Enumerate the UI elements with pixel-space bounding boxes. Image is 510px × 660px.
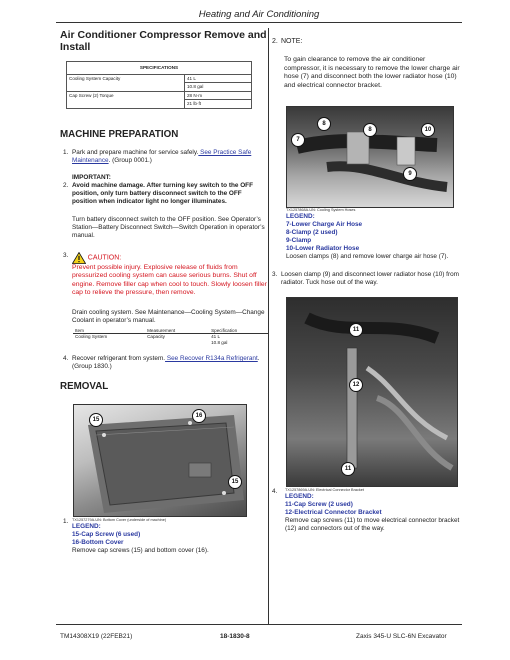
step-4-text: Remove cap screws (11) to move electrical connector bracket (12) and connectors out of the way. <box>285 517 460 533</box>
caution-triangle-icon <box>72 252 86 264</box>
practice-safe-maintenance-link[interactable]: See Practice Safe Maintenance <box>72 148 252 164</box>
caution-label: CAUTION: <box>87 254 122 262</box>
procedure-title: Air Conditioner Compressor Remove and Install <box>60 29 267 53</box>
drain-text: Drain cooling system. See Maintenance—Cooling System—Change Coolant in operator’s manual. <box>72 308 265 324</box>
page-header: Heating and Air Conditioning <box>198 9 320 20</box>
callout-15-top: 15 <box>89 413 103 427</box>
photo1-caption: TX1257868A-UN: Cooling System Hoses <box>286 208 356 213</box>
specifications-table <box>66 61 252 109</box>
capacity-table <box>73 328 269 346</box>
step-2: 2. Avoid machine damage. After turning key switch to the OFF position, only turn battery disconnect switch to the OFF position when indicator light no longer illuminates. <box>63 181 253 205</box>
footer-machine-model: Zaxis 345-U SLC-6N Excavator <box>356 633 447 640</box>
callout-11-top: 11 <box>349 323 363 337</box>
legend1-label: LEGEND: <box>286 213 315 221</box>
spec-heading: SPECIFICATIONS <box>67 62 252 75</box>
step-1: 1. Park and prepare machine for service safely. See Practice Safe Maintenance. (Group 0001.) <box>63 148 252 164</box>
connector-bracket-photo <box>286 297 458 487</box>
step-text: Remove cap screws (15) and bottom cover (16). <box>72 547 209 555</box>
table-row: Cap Screw (2) Torque 28 N·m <box>67 91 252 100</box>
photo2-caption: TX1257869A-UN: Electrical Connector Bracket <box>285 488 364 493</box>
bottom-cover-photo <box>73 404 247 517</box>
step-3: 3. Loosen clamp (9) and disconnect lower radiator hose (10) from radiator. Tuck hose out of the way. <box>272 271 459 287</box>
table-header-row: Item Measurement Specification <box>73 328 269 334</box>
note-text: To gain clearance to remove the air conditioner compressor, it is necessary to remove the lower charge air hose (7) and disconnect both the lower radiator hose (10) and electrical connector bracket. <box>284 56 460 89</box>
step-2-text: Loosen clamps (8) and remove lower charge air hose (7). <box>286 253 449 261</box>
table-row: Cooling System Capacity 41 L 10.8 gal <box>75 334 228 345</box>
step-3: 3. CAUTION: <box>63 252 267 264</box>
caution-text: Prevent possible injury. Explosive release of fluids from pressurized cooling system can cause serious burns. Shut off engine. Remove filler cap when cool to touch. Slowly loosen filler cap to relieve the pressure, then remove. <box>72 263 267 296</box>
header-rule <box>56 22 462 23</box>
footer-page-number: 18-1830-8 <box>220 633 250 640</box>
step-removal-1: 1. TX1257279A-UN: Bottom Cover (underside of machine) LEGEND: 15-Cap Screw (6 used) 16-Bottom Cover Remove cap screws (15) and bottom cover (16). <box>63 518 267 555</box>
column-divider <box>268 28 269 624</box>
photo-caption: TX1257279A-UN: Bottom Cover (underside of machine) <box>72 518 167 523</box>
callout-10: 10 <box>421 123 435 137</box>
table-row: Cooling System Capacity 41 L <box>67 74 252 83</box>
bracket-illustration <box>287 298 458 487</box>
step-2-text: Turn battery disconnect switch to the OFF position. See Operator’s Station—Battery Disconnect Switch—Switch Operation in operator’s manual. <box>72 215 265 239</box>
right-column: 2. NOTE: To gain clearance to remove the air conditioner compressor, it is necessary to remove the lower charge air hose (7) and disconnect both the lower radiator hose (10) and electrical connector bracket. 8 7 8 10 9 TX1257868A-UN: Cooling System Hoses LEGEND: 7-Lower Charge Air Hose 8-Clamp (2 used) 9-Clamp 10-Lower Radiator Hose Loosen clamps (8) and remove lower charge air hose (7). 3. Loosen clamp (9) and disconnect lower radiator hose (10) from radiator. Tuck hose out of the way. 11 12 11 4. TX1257869A-UN: Electrical Connector Bracket LEGEND: 11-Cap Screw (2 used) 12-Electrical Connector Bracket Remove cap screws (11) to move electrical connector bracket (12) and connectors out of the way. <box>272 30 464 533</box>
callout-9: 9 <box>403 167 417 181</box>
callout-12: 12 <box>349 378 363 392</box>
legend-label: LEGEND: <box>72 523 101 531</box>
step-4: 4. Recover refrigerant from system. See Recover R134a Refrigerant. (Group 1830.) <box>63 355 260 371</box>
footer-rule <box>56 624 462 625</box>
left-column <box>60 30 267 555</box>
step-4: 4. TX1257869A-UN: Electrical Connector Bracket LEGEND: 11-Cap Screw (2 used) 12-Electrical Connector Bracket Remove cap screws (11) to move electrical connector bracket (12) and connectors out of the way. <box>272 488 464 533</box>
recover-refrigerant-link[interactable]: See Recover R134a Refrigerant <box>165 355 258 363</box>
note-heading: 2. NOTE: <box>272 38 303 45</box>
callout-8-left: 8 <box>317 117 331 131</box>
legend2-label: LEGEND: <box>285 493 314 501</box>
important-label: IMPORTANT: <box>72 173 111 181</box>
section-machine-preparation: MACHINE PREPARATION <box>60 128 179 140</box>
callout-16: 16 <box>192 409 206 423</box>
cooling-hoses-photo <box>286 106 454 208</box>
callout-11-bottom: 11 <box>341 462 355 476</box>
section-removal: REMOVAL <box>60 381 109 393</box>
table-row: 10.8 gal <box>67 83 252 92</box>
callout-15-right: 15 <box>228 475 242 489</box>
footer-doc-id: TM14308X19 (22FEB21) <box>60 633 133 640</box>
callout-8-right: 8 <box>363 123 377 137</box>
table-row: 21 lb·ft <box>67 100 252 109</box>
callout-7: 7 <box>291 133 305 147</box>
